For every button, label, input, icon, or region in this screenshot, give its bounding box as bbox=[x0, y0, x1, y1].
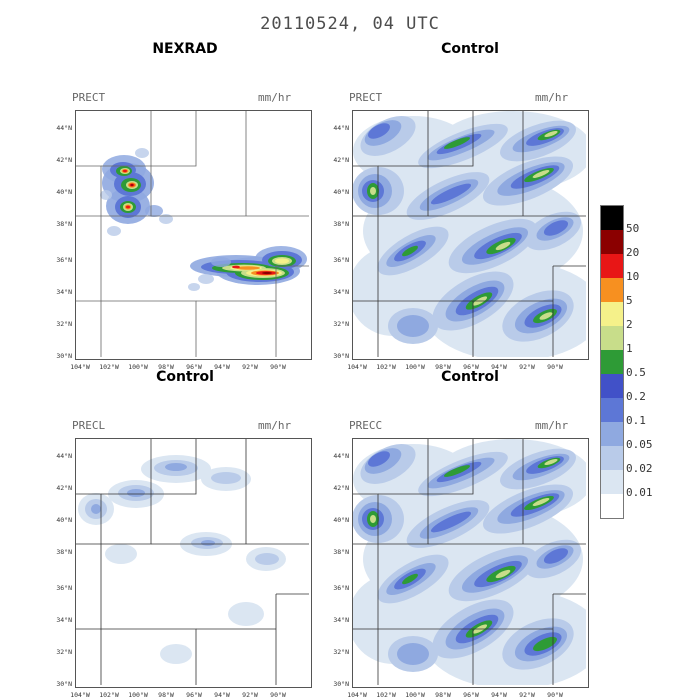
colorbar-cell-10 bbox=[600, 446, 624, 470]
xtick-102W-nexrad: 102°W bbox=[99, 363, 119, 371]
xtick-104W-nexrad: 104°W bbox=[70, 363, 90, 371]
xtick-90W-control-prect: 90°W bbox=[547, 363, 563, 371]
unit-label-control-prect: mm/hr bbox=[535, 91, 569, 104]
ytick-30N-control-prect: 30°N bbox=[333, 352, 349, 360]
colorbar-tick-2: 2 bbox=[626, 318, 633, 331]
figure-title: 20110524, 04 UTC bbox=[260, 14, 440, 34]
ytick-38N-control-precc: 38°N bbox=[333, 548, 349, 556]
xtick-100W-control-prect: 100°W bbox=[405, 363, 425, 371]
colorbar-cell-11 bbox=[600, 470, 624, 494]
colorbar-cell-1 bbox=[600, 230, 624, 254]
colorbar-cell-4 bbox=[600, 302, 624, 326]
colorbar-cell-9 bbox=[600, 422, 624, 446]
ytick-32N-control-precl: 32°N bbox=[56, 648, 72, 656]
colorbar-cell-5 bbox=[600, 326, 624, 350]
ytick-34N-control-prect: 34°N bbox=[333, 288, 349, 296]
map-canvas-control-precl bbox=[76, 439, 309, 685]
xtick-90W-nexrad: 90°W bbox=[270, 363, 286, 371]
colorbar-cell-7 bbox=[600, 374, 624, 398]
ytick-42N-control-precc: 42°N bbox=[333, 484, 349, 492]
ytick-42N-nexrad: 42°N bbox=[56, 156, 72, 164]
ytick-30N-nexrad: 30°N bbox=[56, 352, 72, 360]
ytick-40N-control-prect: 40°N bbox=[333, 188, 349, 196]
colorbar-cell-12 bbox=[600, 494, 624, 519]
xtick-92W-control-precc: 92°W bbox=[519, 691, 535, 699]
ytick-40N-nexrad: 40°N bbox=[56, 188, 72, 196]
ytick-32N-control-prect: 32°N bbox=[333, 320, 349, 328]
xtick-92W-control-precl: 92°W bbox=[242, 691, 258, 699]
xtick-98W-control-precl: 98°W bbox=[158, 691, 174, 699]
ytick-34N-control-precl: 34°N bbox=[56, 616, 72, 624]
ytick-30N-control-precl: 30°N bbox=[56, 680, 72, 688]
xtick-102W-control-precl: 102°W bbox=[99, 691, 119, 699]
xtick-94W-nexrad: 94°W bbox=[214, 363, 230, 371]
colorbar-tick-0.01: 0.01 bbox=[626, 486, 653, 499]
map-panel-nexrad bbox=[75, 110, 312, 360]
unit-label-nexrad: mm/hr bbox=[258, 91, 292, 104]
xtick-98W-control-prect: 98°W bbox=[435, 363, 451, 371]
colorbar-cell-8 bbox=[600, 398, 624, 422]
ytick-44N-control-precc: 44°N bbox=[333, 452, 349, 460]
map-panel-control-precc bbox=[352, 438, 589, 688]
ytick-44N-control-precl: 44°N bbox=[56, 452, 72, 460]
unit-label-control-precl: mm/hr bbox=[258, 419, 292, 432]
xtick-104W-control-precl: 104°W bbox=[70, 691, 90, 699]
xtick-104W-control-precc: 104°W bbox=[347, 691, 367, 699]
map-canvas-nexrad bbox=[76, 111, 309, 357]
var-label-control-precl: PRECL bbox=[72, 419, 106, 432]
colorbar-tick-50: 50 bbox=[626, 222, 640, 235]
ytick-36N-control-precc: 36°N bbox=[333, 584, 349, 592]
ytick-40N-control-precc: 40°N bbox=[333, 516, 349, 524]
colorbar-cell-6 bbox=[600, 350, 624, 374]
xtick-102W-control-prect: 102°W bbox=[376, 363, 396, 371]
map-canvas-control-prect bbox=[353, 111, 586, 357]
xtick-96W-nexrad: 96°W bbox=[186, 363, 202, 371]
ytick-38N-nexrad: 38°N bbox=[56, 220, 72, 228]
colorbar-tick-0.2: 0.2 bbox=[626, 390, 646, 403]
colorbar-tick-1: 1 bbox=[626, 342, 633, 355]
xtick-92W-control-prect: 92°W bbox=[519, 363, 535, 371]
colorbar-tick-10: 10 bbox=[626, 270, 640, 283]
colorbar-tick-0.05: 0.05 bbox=[626, 438, 653, 451]
colorbar-tick-0.02: 0.02 bbox=[626, 462, 653, 475]
precip-field-control-precc bbox=[353, 439, 586, 685]
xtick-98W-nexrad: 98°W bbox=[158, 363, 174, 371]
var-label-control-precc: PRECC bbox=[349, 419, 383, 432]
colorbar-tick-20: 20 bbox=[626, 246, 640, 259]
xtick-102W-control-precc: 102°W bbox=[376, 691, 396, 699]
panel-title-nexrad: NEXRAD bbox=[152, 41, 218, 57]
map-canvas-control-precc bbox=[353, 439, 586, 685]
xtick-92W-nexrad: 92°W bbox=[242, 363, 258, 371]
ytick-30N-control-precc: 30°N bbox=[333, 680, 349, 688]
xtick-96W-control-precc: 96°W bbox=[463, 691, 479, 699]
xtick-100W-control-precc: 100°W bbox=[405, 691, 425, 699]
ytick-32N-control-precc: 32°N bbox=[333, 648, 349, 656]
map-panel-control-precl bbox=[75, 438, 312, 688]
colorbar-tick-0.5: 0.5 bbox=[626, 366, 646, 379]
colorbar-cell-2 bbox=[600, 254, 624, 278]
xtick-104W-control-prect: 104°W bbox=[347, 363, 367, 371]
ytick-44N-control-prect: 44°N bbox=[333, 124, 349, 132]
ytick-34N-nexrad: 34°N bbox=[56, 288, 72, 296]
xtick-90W-control-precc: 90°W bbox=[547, 691, 563, 699]
panel-title-control-precc: Control bbox=[441, 369, 499, 385]
ytick-36N-nexrad: 36°N bbox=[56, 256, 72, 264]
xtick-90W-control-precl: 90°W bbox=[270, 691, 286, 699]
ytick-34N-control-precc: 34°N bbox=[333, 616, 349, 624]
ytick-42N-control-precl: 42°N bbox=[56, 484, 72, 492]
ytick-42N-control-prect: 42°N bbox=[333, 156, 349, 164]
xtick-94W-control-prect: 94°W bbox=[491, 363, 507, 371]
colorbar-tick-0.1: 0.1 bbox=[626, 414, 646, 427]
ytick-32N-nexrad: 32°N bbox=[56, 320, 72, 328]
ytick-36N-control-prect: 36°N bbox=[333, 256, 349, 264]
ytick-44N-nexrad: 44°N bbox=[56, 124, 72, 132]
panel-title-control-precl: Control bbox=[156, 369, 214, 385]
var-label-control-prect: PRECT bbox=[349, 91, 383, 104]
var-label-nexrad: PRECT bbox=[72, 91, 106, 104]
panel-title-control-prect: Control bbox=[441, 41, 499, 57]
precip-field-control-prect bbox=[353, 111, 586, 357]
unit-label-control-precc: mm/hr bbox=[535, 419, 569, 432]
ytick-38N-control-precl: 38°N bbox=[56, 548, 72, 556]
xtick-96W-control-precl: 96°W bbox=[186, 691, 202, 699]
xtick-100W-control-precl: 100°W bbox=[128, 691, 148, 699]
colorbar bbox=[600, 205, 622, 519]
ytick-38N-control-prect: 38°N bbox=[333, 220, 349, 228]
precip-field-control-precl bbox=[78, 455, 286, 664]
xtick-98W-control-precc: 98°W bbox=[435, 691, 451, 699]
ytick-36N-control-precl: 36°N bbox=[56, 584, 72, 592]
colorbar-cell-0 bbox=[600, 205, 624, 230]
xtick-94W-control-precl: 94°W bbox=[214, 691, 230, 699]
xtick-94W-control-precc: 94°W bbox=[491, 691, 507, 699]
map-panel-control-prect bbox=[352, 110, 589, 360]
colorbar-cell-3 bbox=[600, 278, 624, 302]
xtick-100W-nexrad: 100°W bbox=[128, 363, 148, 371]
xtick-96W-control-prect: 96°W bbox=[463, 363, 479, 371]
ytick-40N-control-precl: 40°N bbox=[56, 516, 72, 524]
colorbar-tick-5: 5 bbox=[626, 294, 633, 307]
